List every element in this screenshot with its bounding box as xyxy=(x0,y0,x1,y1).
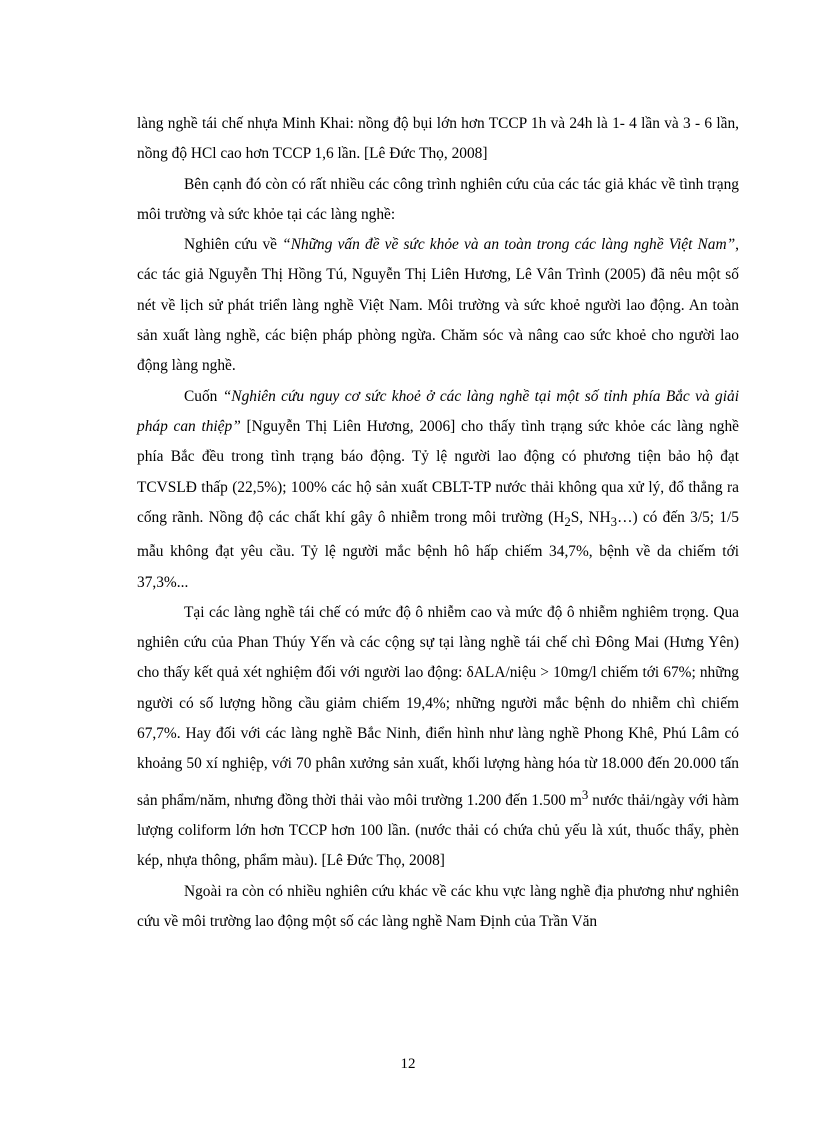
paragraph-4 xyxy=(137,382,739,598)
body-text xyxy=(137,109,739,937)
subscript-h2s: 2 xyxy=(564,514,571,529)
paragraph-2-text: Bên cạnh đó còn có rất nhiều các công trình nghiên cứu của các tác giả khác về tình trạng môi trường và sức khỏe tại các làng nghề: xyxy=(137,175,739,223)
paragraph-6 xyxy=(137,877,739,938)
paragraph-1 xyxy=(137,109,739,170)
paragraph-4-text-c: …) có đến 3/5; 1/5 mẫu không đạt yêu cầu. Tỷ lệ người mắc bệnh hô hấp chiếm 34,7%, bệnh về da chiếm tới 37,3%... xyxy=(137,508,740,591)
paragraph-4-lead: Cuốn xyxy=(184,387,223,405)
paragraph-5-text-b: nước thải/ngày với hàm lượng coliform lớn hơn TCCP hơn 100 lần. (nước thải có chứa chủ yếu là xút, thuốc thẩy, phèn kép, nhựa thông, phẩm màu). [Lê Đức Thọ, 2008] xyxy=(137,791,740,870)
paragraph-3 xyxy=(137,230,739,381)
paragraph-3-cited-title: “Những vấn đề về sức khỏe và an toàn trong các làng nghề Việt Nam” xyxy=(282,236,736,254)
paragraph-5-text-a: Tại các làng nghề tái chế có mức độ ô nhiễm cao và mức độ ô nhiễm nghiêm trọng. Qua nghiên cứu của Phan Thúy Yến và các cộng sự tại làng nghề tái chế chì Đông Mai (Hưng Yên) cho thấy kết quả xét nghiệm đối với người lao động: δALA/niệu > 10mg/l chiếm tới 67%; những người có số lượng hồng cầu giảm chiếm 19,4%; những người mắc bệnh do nhiễm chì chiếm 67,7%. Hay đối với các làng nghề Bắc Ninh, điển hình như làng nghề Phong Khê, Phú Lâm có khoảng 50 xí nghiệp, với 70 phân xưởng sản xuất, khối lượng hàng hóa từ 18.000 đến 20.000 tấn sản phẩm/năm, nhưng đồng thời thải vào môi trường 1.200 đến 1.500 m xyxy=(137,603,739,809)
paragraph-6-text: Ngoài ra còn có nhiều nghiên cứu khác về các khu vực làng nghề địa phương như nghiên cứu về môi trường lao động một số các làng nghề Nam Định của Trần Văn xyxy=(137,882,739,930)
page-number: 12 xyxy=(400,1056,416,1072)
paragraph-3-rest: , các tác giả Nguyễn Thị Hồng Tú, Nguyễn Thị Liên Hương, Lê Vân Trình (2005) đã nêu một số nét về lịch sử phát triển làng nghề Việt Nam. Môi trường và sức khoẻ người lao động. An toàn sản xuất làng nghề, các biện pháp phòng ngừa. Chăm sóc và nâng cao sức khoẻ cho người lao động làng nghề. xyxy=(137,236,739,375)
paragraph-5 xyxy=(137,598,739,877)
paragraph-4-text-a: [Nguyễn Thị Liên Hương, 2006] cho thấy tình trạng sức khỏe các làng nghề phía Bắc đều trong tình trạng báo động. Tỷ lệ người lao động có phương tiện bảo hộ đạt TCVSLĐ thấp (22,5%); 100% các hộ sản xuất CBLT-TP nước thải không qua xử lý, đổ thẳng ra cống rãnh. Nồng độ các chất khí gây ô nhiễm trong môi trường (H xyxy=(137,417,739,526)
paragraph-4-text-b: S, NH xyxy=(570,508,611,526)
superscript-m3: 3 xyxy=(581,787,589,802)
paragraph-3-lead: Nghiên cứu về xyxy=(184,236,283,254)
paragraph-4-cited-title: “Nghiên cứu nguy cơ sức khoẻ ở các làng nghề tại một số tỉnh phía Bắc và giải pháp can thiệp” xyxy=(137,387,740,435)
subscript-nh3: 3 xyxy=(610,514,618,529)
paragraph-1-text: làng nghề tái chế nhựa Minh Khai: nồng độ bụi lớn hơn TCCP 1h và 24h là 1- 4 lần và 3 - 6 lần, nồng độ HCl cao hơn TCCP 1,6 lần. [Lê Đức Thọ, 2008] xyxy=(137,115,739,163)
paragraph-2 xyxy=(137,170,739,231)
